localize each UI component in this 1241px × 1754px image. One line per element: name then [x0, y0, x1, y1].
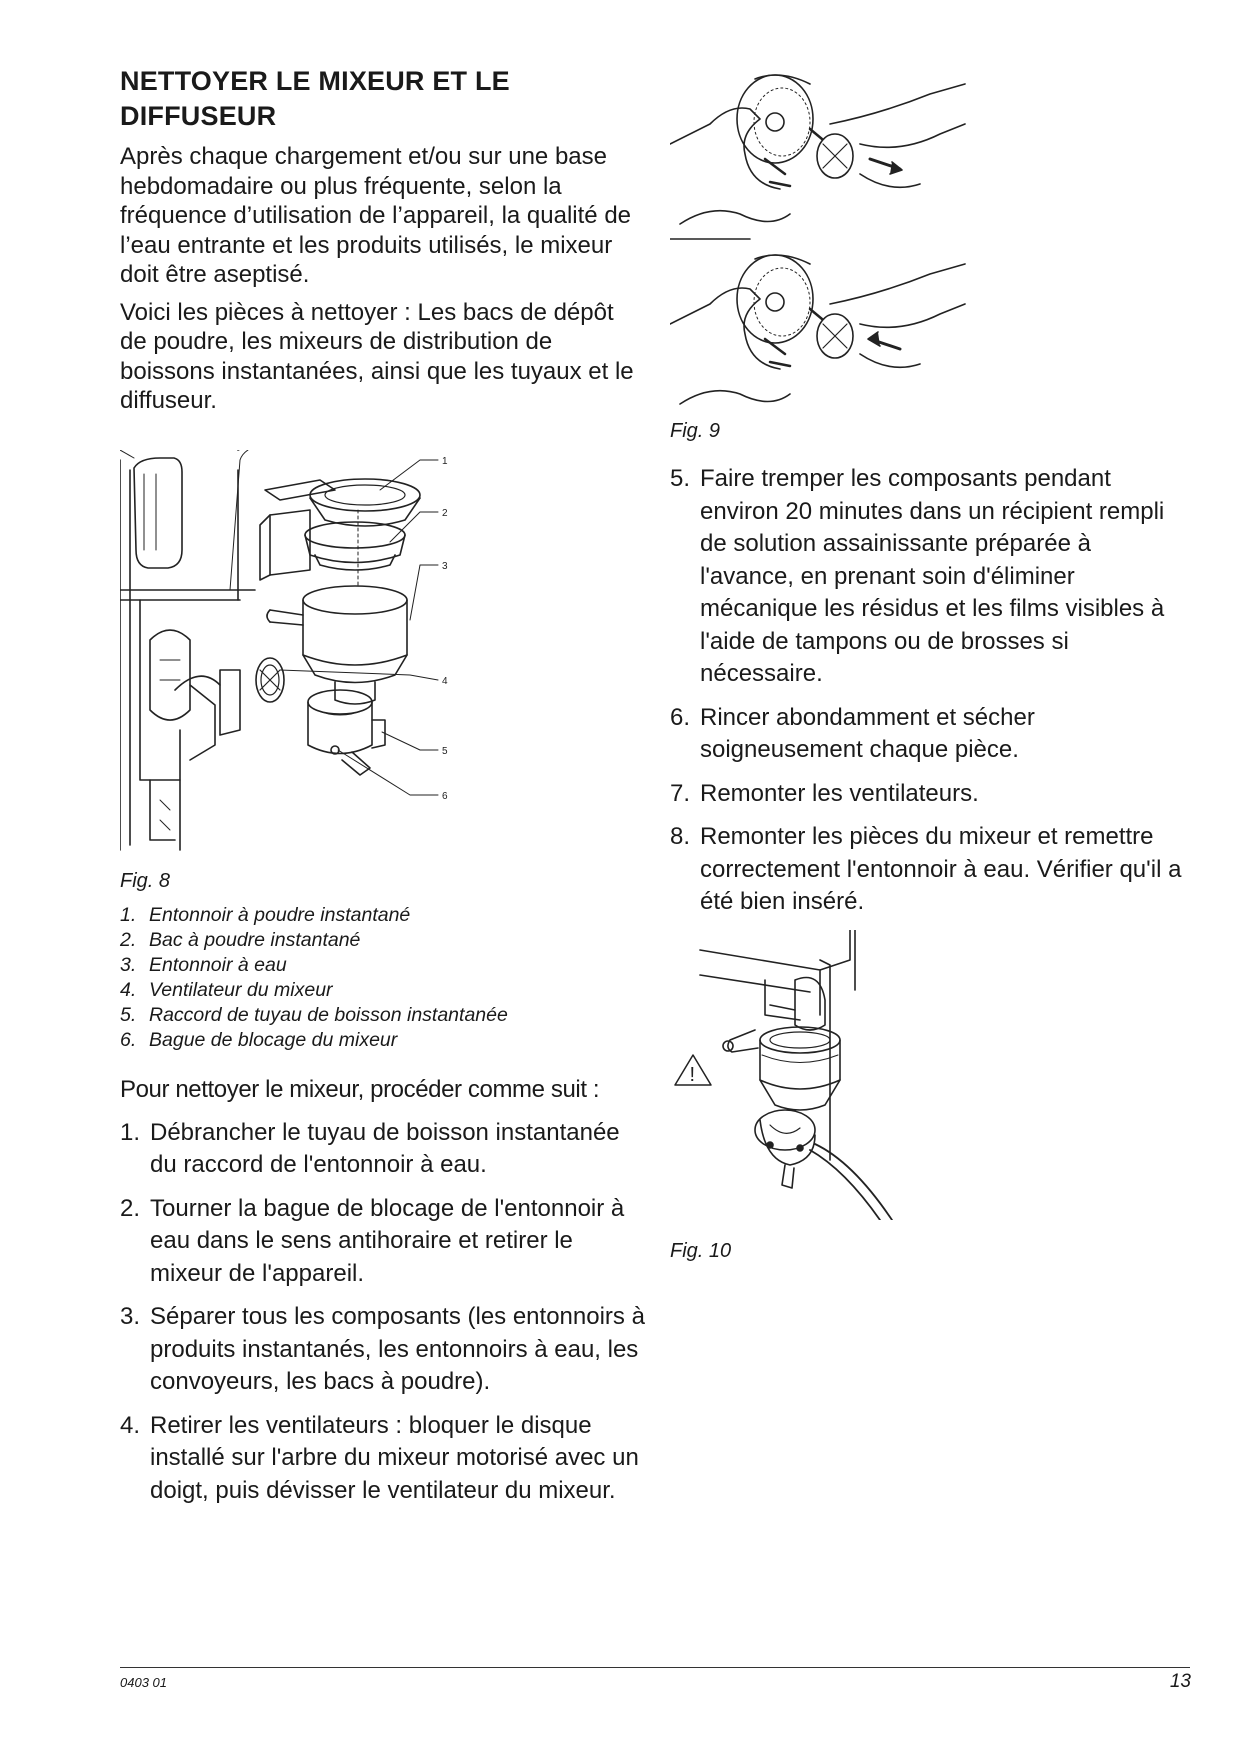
step-item: 6. Rincer abondamment et sécher soigneusement chaque pièce. — [670, 703, 1035, 763]
steps-right-list — [670, 463, 1190, 919]
footer-divider — [120, 1667, 1190, 1668]
step-item: 2. Tourner la bague de blocage de l'entonnoir à eau dans le sens antihoraire et retirer le mixeur de l'appareil. — [120, 1194, 625, 1287]
fig8-illustration — [120, 450, 645, 860]
fig10-caption: Fig. 10 — [670, 1239, 732, 1262]
legend-item: 3. Entonnoir à eau — [120, 953, 287, 976]
warning-icon: ! — [689, 1063, 696, 1086]
mixer-exploded-drawing — [120, 450, 450, 860]
step-item: 4. Retirer les ventilateurs : bloquer le disque installé sur l'arbre du mixeur motorisé avec un doigt, puis dévisser le ventilateur du mixeur. — [120, 1411, 639, 1504]
steps-left-list — [120, 1117, 645, 1508]
step-item: 3. Séparer tous les composants (les entonnoirs à produits instantanés, les entonnoirs à eau, les convoyeurs, les bacs à poudre). — [120, 1303, 645, 1395]
intro-paragraph-2: Voici les pièces à nettoyer : Les bacs de dépôt de poudre, les mixeurs de distribution de boissons instantanées, ainsi que les tuyaux et le diffuseur. — [120, 298, 634, 414]
fig8-callout-4: 4 — [442, 675, 448, 687]
fig8-caption: Fig. 8 — [120, 869, 171, 892]
fig8-callout-1: 1 — [442, 455, 448, 467]
fig8-callout-3: 3 — [442, 560, 448, 572]
fig9-caption: Fig. 9 — [670, 420, 721, 442]
fan-removal-drawing — [670, 64, 970, 414]
intro-paragraph-1: Après chaque chargement et/ou sur une base hebdomadaire ou plus fréquente, selon la fréquence d’utilisation de l’appareil, la qualité de l’eau entrante et les produits utilisés, le mixeur doit être aseptisé. — [120, 143, 632, 288]
mixer-reassembly-drawing — [670, 930, 910, 1220]
right-column — [670, 64, 1190, 1263]
step-item: 7. Remonter les ventilateurs. — [670, 779, 979, 807]
procedure-intro: Pour nettoyer le mixeur, procéder comme suit : — [120, 1075, 600, 1103]
fig8-callout-2: 2 — [442, 507, 448, 519]
page-title: NETTOYER LE MIXEUR ET LE DIFFUSEUR — [120, 66, 510, 131]
step-item: 8. Remonter les pièces du mixeur et remettre correctement l'entonnoir à eau. Vérifier qu'il a été bien inséré. — [670, 823, 1182, 915]
legend-item: 6. Bague de blocage du mixeur — [120, 1028, 398, 1051]
legend-item: 2. Bac à poudre instantané — [120, 928, 361, 951]
fig8-callout-5: 5 — [442, 745, 448, 757]
fig10-illustration — [670, 930, 1190, 1220]
fig8-legend — [120, 903, 645, 1053]
footer-document-code: 0403 01 — [120, 1675, 167, 1690]
left-column — [120, 64, 645, 1518]
step-item: 5. Faire tremper les composants pendant environ 20 minutes dans un récipient rempli de solution assainissante préparée à l'avance, en prenant soin d'éliminer mécanique les résidus et les films visibles à l'aide de tampons ou de brosses si nécessaire. — [670, 465, 1165, 687]
legend-item: 1. Entonnoir à poudre instantané — [120, 903, 411, 926]
fig8-callout-6: 6 — [442, 790, 448, 802]
fig9-illustration — [670, 64, 1190, 414]
step-item: 1. Débrancher le tuyau de boisson instantanée du raccord de l'entonnoir à eau. — [120, 1118, 620, 1178]
legend-item: 5. Raccord de tuyau de boisson instantanée — [120, 1003, 508, 1026]
page-number: 13 — [1169, 1671, 1191, 1692]
legend-item: 4. Ventilateur du mixeur — [120, 978, 333, 1001]
